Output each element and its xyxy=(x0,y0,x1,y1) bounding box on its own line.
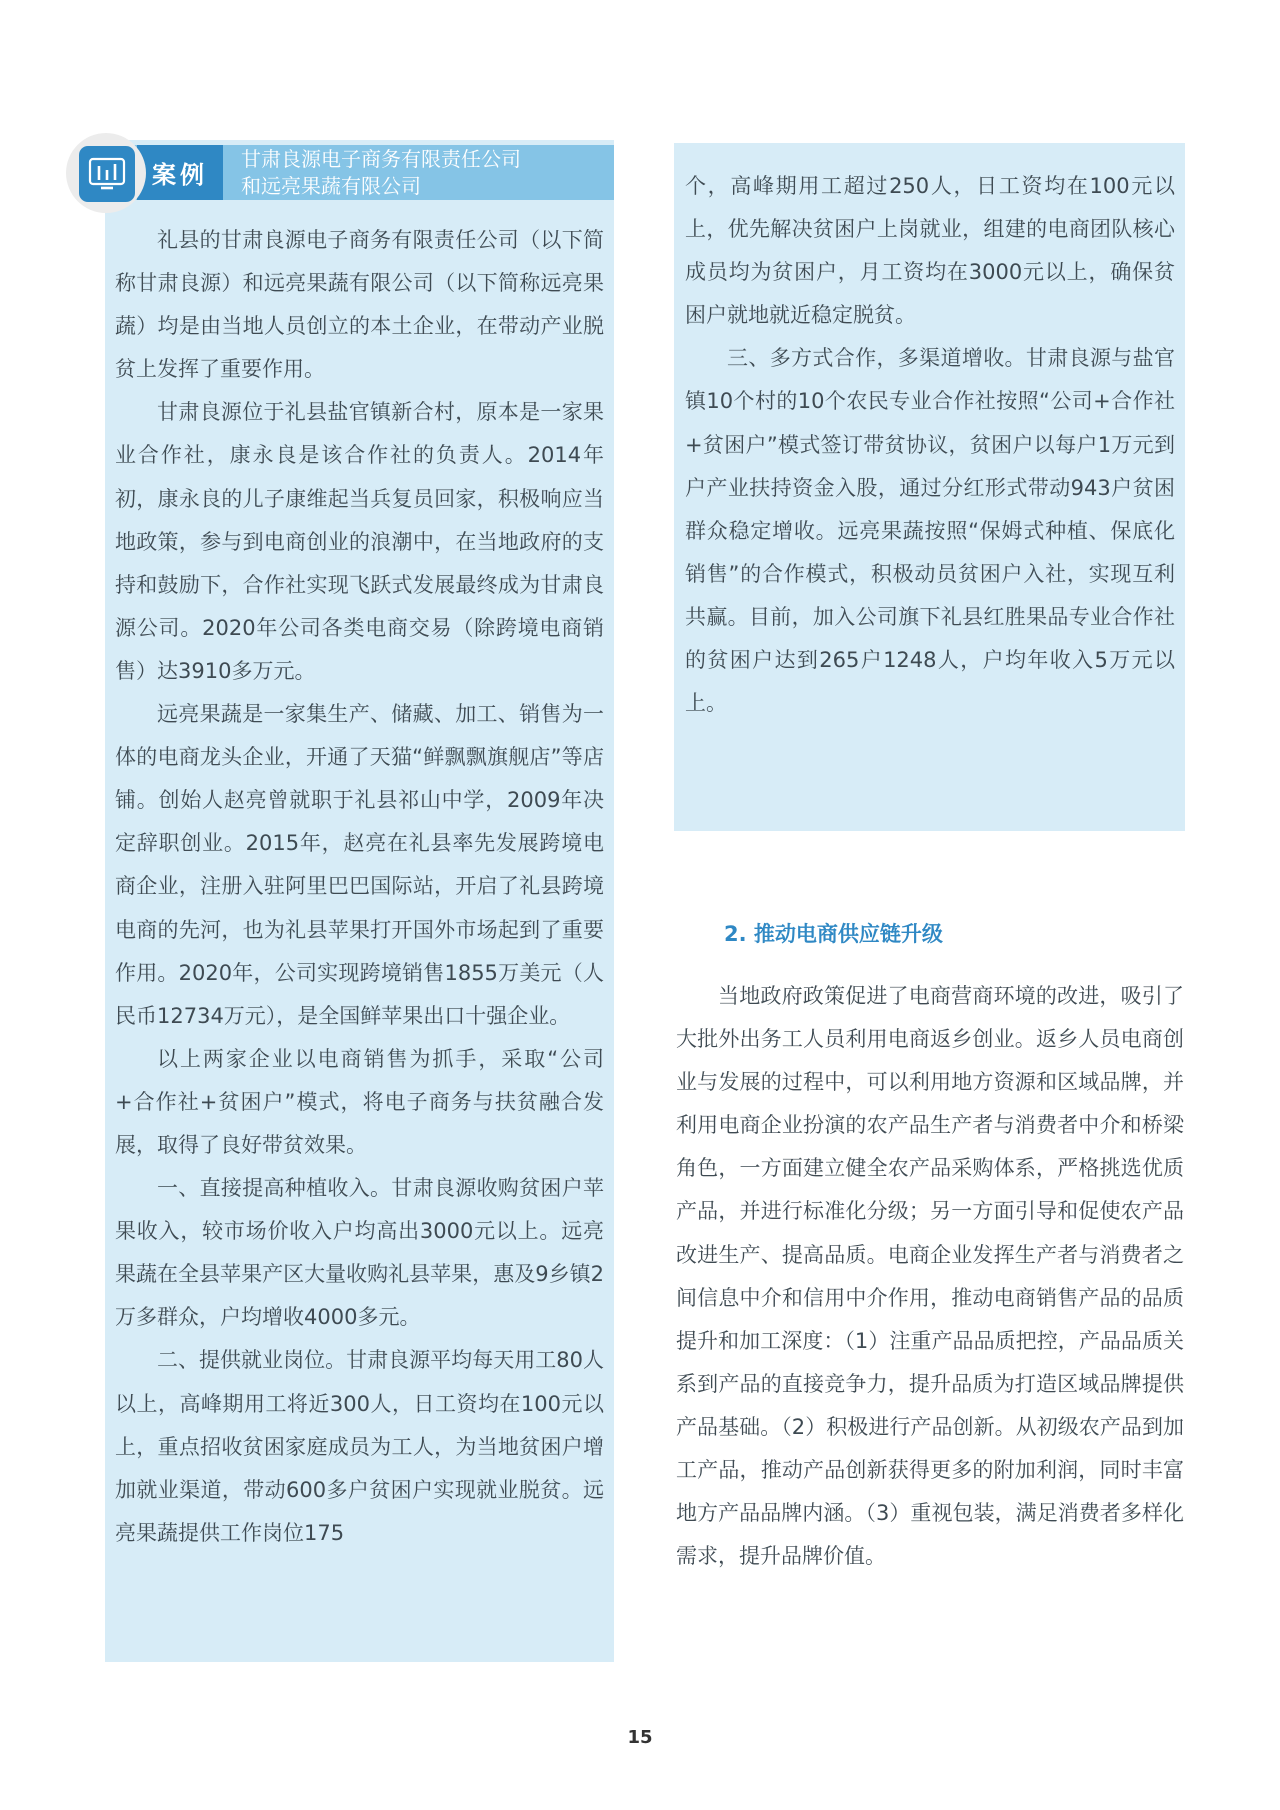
page-number: 15 xyxy=(627,1727,653,1748)
case-paragraph: 以上两家企业以电商销售为抓手，采取“公司+合作社+贫困户”模式，将电子商务与扶贫融合发展，取得了良好带贫效果。 xyxy=(115,1046,604,1157)
case-tag: 案例 xyxy=(137,145,223,200)
bar-chart-icon xyxy=(79,146,135,202)
case-paragraph: 个，高峰期用工超过250人，日工资均在100元以上，优先解决贫困户上岗就业，组建的电商团队核心成员均为贫困户，月工资均在3000元以上，确保贫困户就地就近稳定脱贫。 xyxy=(685,174,1175,328)
section-paragraph: 当地政府政策促进了电商营商环境的改进，吸引了大批外出务工人员利用电商返乡创业。返乡人员电商创业与发展的过程中，可以利用地方资源和区域品牌，并利用电商企业扮演的农产品生产者与消费者中介和桥梁角色，一方面建立健全农产品采购体系，严格挑选优质产品，并进行标准化分级；另一方面引导和促使农产品改进生产、提高品质。电商企业发挥生产者与消费者之间信息中介和信用中介作用，推动电商销售产品的品质提升和加工深度：（1）注重产品品质把控，产品品质关系到产品的直接竞争力，提升品质为打造区域品牌提供产品基础。（2）积极进行产品创新。从初级农产品到加工产品，推动产品创新获得更多的附加利润，同时丰富地方产品品牌内涵。（3）重视包装，满足消费者多样化需求，提升品牌价值。 xyxy=(676,984,1184,1569)
case-paragraph: 礼县的甘肃良源电子商务有限责任公司（以下简称甘肃良源）和远亮果蔬有限公司（以下简称远亮果蔬）均是由当地人员创立的本土企业，在带动产业脱贫上发挥了重要作用。 xyxy=(115,228,604,382)
case-body xyxy=(115,219,604,1555)
case-paragraph: 一、直接提高种植收入。甘肃良源收购贫困户苹果收入，较市场价收入户均高出3000元以上。远亮果蔬在全县苹果产区大量收购礼县苹果，惠及9乡镇2万多群众，户均增收4000多元。 xyxy=(115,1176,604,1330)
section-body xyxy=(676,975,1184,1578)
case-title xyxy=(241,146,611,200)
section-heading: 2. 推动电商供应链升级 xyxy=(724,922,943,946)
case-paragraph: 二、提供就业岗位。甘肃良源平均每天用工80人以上，高峰期用工将近300人，日工资均在100元以上，重点招收贫困家庭成员为工人，为当地贫困户增加就业渠道，带动600多户贫困户实现就业脱贫。远亮果蔬提供工作岗位175 xyxy=(115,1348,604,1545)
case-title-line: 和远亮果蔬有限公司 xyxy=(241,174,421,198)
case-body-continued xyxy=(685,165,1175,725)
case-paragraph: 远亮果蔬是一家集生产、储藏、加工、销售为一体的电商龙头企业，开通了天猫“鲜飘飘旗舰店”等店铺。创始人赵亮曾就职于礼县祁山中学，2009年决定辞职创业。2015年，赵亮在礼县率先发展跨境电商企业，注册入驻阿里巴巴国际站，开启了礼县跨境电商的先河，也为礼县苹果打开国外市场起到了重要作用。2020年，公司实现跨境销售1855万美元（人民币12734万元），是全国鲜苹果出口十强企业。 xyxy=(115,702,604,1028)
case-paragraph: 甘肃良源位于礼县盐官镇新合村，原本是一家果业合作社，康永良是该合作社的负责人。2014年初，康永良的儿子康维起当兵复员回家，积极响应当地政策，参与到电商创业的浪潮中，在当地政府的支持和鼓励下，合作社实现飞跃式发展最终成为甘肃良源公司。2020年公司各类电商交易（除跨境电商销售）达3910多万元。 xyxy=(115,400,604,683)
case-title-line: 甘肃良源电子商务有限责任公司 xyxy=(241,147,521,171)
case-paragraph: 三、多方式合作，多渠道增收。甘肃良源与盐官镇10个村的10个农民专业合作社按照“公司+合作社+贫困户”模式签订带贫协议，贫困户以每户1万元到户产业扶持资金入股，通过分红形式带动943户贫困群众稳定增收。远亮果蔬按照“保姆式种植、保底化销售”的合作模式，积极动员贫困户入社，实现互利共赢。目前，加入公司旗下礼县红胜果品专业合作社的贫困户达到265户1248人，户均年收入5万元以上。 xyxy=(685,346,1175,716)
